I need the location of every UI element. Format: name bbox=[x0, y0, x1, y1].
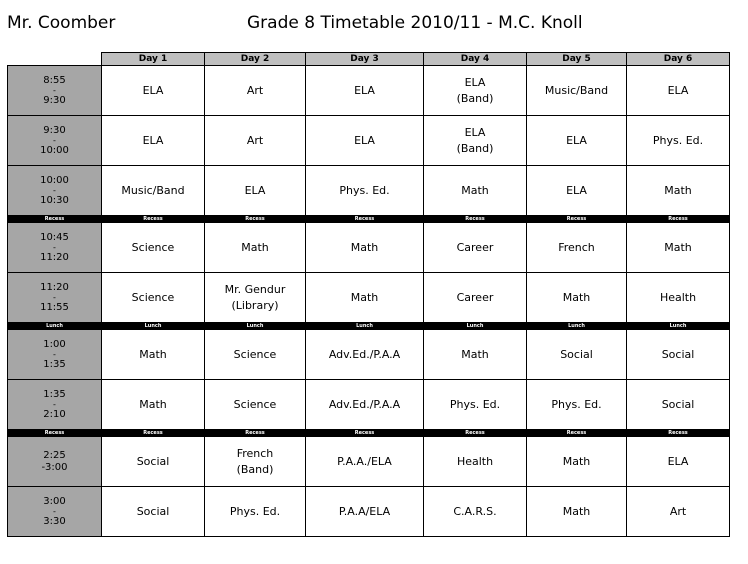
period-start: 3:00 bbox=[43, 495, 66, 507]
class-cell bbox=[627, 223, 730, 273]
class-name: Art bbox=[669, 504, 687, 518]
period-separator: - bbox=[53, 292, 56, 302]
break-label: Recess bbox=[8, 216, 102, 223]
class-name: Social bbox=[661, 347, 695, 361]
class-name: Science bbox=[131, 240, 175, 254]
class-cell bbox=[527, 66, 627, 116]
class-name: Social bbox=[560, 347, 593, 361]
period-row bbox=[8, 66, 730, 116]
break-label: Lunch bbox=[627, 323, 730, 330]
class-cell bbox=[627, 66, 730, 116]
period-time bbox=[8, 66, 102, 116]
class-cell bbox=[627, 487, 730, 537]
class-name: ELA bbox=[354, 133, 375, 147]
class-name: ELA bbox=[667, 83, 689, 97]
class-cell bbox=[306, 273, 424, 323]
period-separator: - bbox=[53, 349, 56, 359]
class-cell bbox=[306, 116, 424, 166]
timetable bbox=[7, 52, 730, 537]
break-label: Recess bbox=[205, 430, 306, 437]
class-name: Phys. Ed. bbox=[339, 183, 390, 197]
class-name: ELA bbox=[464, 125, 486, 139]
period-row bbox=[8, 380, 730, 430]
period-time bbox=[8, 223, 102, 273]
period-separator: - bbox=[53, 242, 56, 252]
class-name: Math bbox=[664, 240, 692, 254]
class-name: Science bbox=[233, 397, 277, 411]
class-name: Phys. Ed. bbox=[652, 133, 704, 147]
class-cell bbox=[527, 487, 627, 537]
break-label: Recess bbox=[102, 216, 205, 223]
break-label: Lunch bbox=[527, 323, 627, 330]
class-cell bbox=[527, 380, 627, 430]
day-header-2: Day 2 bbox=[205, 53, 306, 66]
class-name: ELA bbox=[566, 183, 587, 197]
period-time bbox=[8, 487, 102, 537]
class-name: Phys. Ed. bbox=[551, 397, 602, 411]
class-cell bbox=[205, 437, 306, 487]
class-cell bbox=[306, 66, 424, 116]
class-name: Science bbox=[131, 290, 175, 304]
period-end: 2:10 bbox=[43, 408, 66, 420]
period-start: 1:35 bbox=[43, 388, 66, 400]
class-name: C.A.R.S. bbox=[453, 504, 497, 518]
period-separator: - bbox=[53, 185, 56, 195]
period-time bbox=[8, 380, 102, 430]
period-end: -3:00 bbox=[41, 461, 68, 473]
break-label: Recess bbox=[627, 216, 730, 223]
class-name: Phys. Ed. bbox=[449, 397, 501, 411]
class-name: Math bbox=[461, 183, 489, 197]
header-corner bbox=[8, 53, 102, 66]
period-end: 11:20 bbox=[40, 251, 69, 263]
class-cell bbox=[306, 330, 424, 380]
class-cell bbox=[205, 330, 306, 380]
break-label: Lunch bbox=[205, 323, 306, 330]
timetable-body bbox=[8, 53, 730, 537]
break-label: Recess bbox=[102, 430, 205, 437]
class-name: Social bbox=[136, 504, 170, 518]
period-start: 9:30 bbox=[43, 124, 66, 136]
class-cell bbox=[424, 66, 527, 116]
class-cell bbox=[424, 330, 527, 380]
period-end: 1:35 bbox=[43, 358, 66, 370]
class-name: Art bbox=[246, 133, 264, 147]
class-cell bbox=[306, 223, 424, 273]
period-start: 8:55 bbox=[43, 74, 66, 86]
class-cell bbox=[424, 273, 527, 323]
class-cell bbox=[527, 223, 627, 273]
class-cell bbox=[205, 66, 306, 116]
period-time bbox=[8, 166, 102, 216]
class-cell bbox=[205, 273, 306, 323]
class-name: ELA bbox=[667, 454, 689, 468]
period-row bbox=[8, 437, 730, 487]
break-row bbox=[8, 430, 730, 437]
period-separator: - bbox=[53, 399, 56, 409]
class-cell bbox=[205, 487, 306, 537]
break-label: Recess bbox=[306, 430, 424, 437]
period-separator: - bbox=[53, 506, 56, 516]
class-cell bbox=[424, 116, 527, 166]
break-label: Recess bbox=[527, 430, 627, 437]
class-cell bbox=[627, 437, 730, 487]
class-name: Math bbox=[461, 347, 489, 361]
class-name: Math bbox=[350, 240, 379, 254]
period-start: 2:25 bbox=[43, 449, 66, 461]
break-label: Lunch bbox=[424, 323, 527, 330]
class-cell bbox=[102, 487, 205, 537]
class-name: Math bbox=[139, 397, 167, 411]
class-cell bbox=[102, 223, 205, 273]
period-time bbox=[8, 116, 102, 166]
break-label: Recess bbox=[8, 430, 102, 437]
class-name: ELA bbox=[142, 133, 164, 147]
class-name: ELA bbox=[354, 83, 375, 97]
class-cell bbox=[102, 437, 205, 487]
break-row bbox=[8, 323, 730, 330]
class-cell bbox=[102, 116, 205, 166]
class-cell bbox=[527, 166, 627, 216]
class-cell bbox=[527, 273, 627, 323]
class-cell bbox=[424, 437, 527, 487]
break-label: Recess bbox=[424, 430, 527, 437]
break-label: Recess bbox=[527, 216, 627, 223]
class-name: (Library) bbox=[231, 298, 279, 312]
class-name: Music/Band bbox=[121, 183, 185, 197]
class-cell bbox=[102, 66, 205, 116]
period-end: 3:30 bbox=[43, 515, 66, 527]
break-label: Lunch bbox=[8, 323, 102, 330]
break-label: Recess bbox=[205, 216, 306, 223]
class-name: (Band) bbox=[456, 91, 494, 105]
class-name: French bbox=[558, 240, 595, 254]
class-name: Math bbox=[562, 504, 591, 518]
class-name: ELA bbox=[566, 133, 587, 147]
class-cell bbox=[424, 166, 527, 216]
class-name: Science bbox=[233, 347, 277, 361]
class-cell bbox=[424, 380, 527, 430]
class-name: Math bbox=[664, 183, 692, 197]
class-name: Social bbox=[136, 454, 170, 468]
class-cell bbox=[527, 330, 627, 380]
period-separator: - bbox=[53, 135, 56, 145]
class-name: Adv.Ed./P.A.A bbox=[328, 397, 401, 411]
period-time bbox=[8, 273, 102, 323]
class-cell bbox=[306, 166, 424, 216]
day-header-1: Day 1 bbox=[102, 53, 205, 66]
day-header-row bbox=[8, 53, 730, 66]
class-name: Adv.Ed./P.A.A bbox=[328, 347, 401, 361]
class-name: French bbox=[236, 446, 274, 460]
break-row bbox=[8, 216, 730, 223]
teacher-name: Mr. Coomber bbox=[7, 13, 116, 33]
class-cell bbox=[627, 116, 730, 166]
period-time bbox=[8, 437, 102, 487]
period-row bbox=[8, 330, 730, 380]
class-cell bbox=[527, 437, 627, 487]
break-label: Recess bbox=[424, 216, 527, 223]
class-name: Math bbox=[562, 454, 591, 468]
class-name: Mr. Gendur bbox=[224, 282, 286, 296]
period-end: 10:00 bbox=[40, 144, 69, 156]
class-cell bbox=[627, 380, 730, 430]
class-name: Math bbox=[350, 290, 379, 304]
class-name: Math bbox=[139, 347, 167, 361]
class-name: ELA bbox=[464, 75, 486, 89]
page-title: Grade 8 Timetable 2010/11 - M.C. Knoll bbox=[247, 13, 583, 33]
day-header-4: Day 4 bbox=[424, 53, 527, 66]
class-cell bbox=[102, 166, 205, 216]
period-row bbox=[8, 487, 730, 537]
class-cell bbox=[205, 166, 306, 216]
class-name: Phys. Ed. bbox=[229, 504, 281, 518]
class-cell bbox=[306, 380, 424, 430]
period-end: 10:30 bbox=[40, 194, 69, 206]
class-name: P.A.A./ELA bbox=[337, 454, 392, 468]
period-start: 10:45 bbox=[40, 231, 69, 243]
break-label: Lunch bbox=[306, 323, 424, 330]
class-cell bbox=[102, 273, 205, 323]
class-name: Career bbox=[456, 240, 494, 254]
class-cell bbox=[205, 223, 306, 273]
class-name: Math bbox=[241, 240, 269, 254]
class-cell bbox=[306, 487, 424, 537]
class-name: Social bbox=[661, 397, 695, 411]
day-header-6: Day 6 bbox=[627, 53, 730, 66]
class-name: Math bbox=[562, 290, 591, 304]
period-separator: - bbox=[53, 85, 56, 95]
break-label: Recess bbox=[306, 216, 424, 223]
class-name: Career bbox=[456, 290, 494, 304]
class-cell bbox=[627, 330, 730, 380]
class-cell bbox=[527, 116, 627, 166]
class-cell bbox=[627, 166, 730, 216]
period-row bbox=[8, 116, 730, 166]
period-row bbox=[8, 273, 730, 323]
break-label: Lunch bbox=[102, 323, 205, 330]
class-name: Health bbox=[659, 290, 697, 304]
day-header-5: Day 5 bbox=[527, 53, 627, 66]
period-row bbox=[8, 166, 730, 216]
class-name: ELA bbox=[244, 183, 266, 197]
period-row bbox=[8, 223, 730, 273]
class-cell bbox=[102, 330, 205, 380]
day-header-3: Day 3 bbox=[306, 53, 424, 66]
class-cell bbox=[424, 487, 527, 537]
class-cell bbox=[424, 223, 527, 273]
class-cell bbox=[205, 380, 306, 430]
class-cell bbox=[306, 437, 424, 487]
period-start: 11:20 bbox=[40, 281, 69, 293]
class-cell bbox=[627, 273, 730, 323]
class-cell bbox=[102, 380, 205, 430]
class-name: Health bbox=[456, 454, 494, 468]
class-name: P.A.A/ELA bbox=[338, 504, 391, 518]
break-label: Recess bbox=[627, 430, 730, 437]
class-name: Music/Band bbox=[544, 83, 609, 97]
period-end: 9:30 bbox=[43, 94, 66, 106]
class-cell bbox=[205, 116, 306, 166]
class-name: (Band) bbox=[236, 462, 274, 476]
class-name: Art bbox=[246, 83, 264, 97]
period-start: 10:00 bbox=[40, 174, 69, 186]
period-time bbox=[8, 330, 102, 380]
period-end: 11:55 bbox=[40, 301, 69, 313]
class-name: ELA bbox=[142, 83, 164, 97]
class-name: (Band) bbox=[456, 141, 494, 155]
period-start: 1:00 bbox=[43, 338, 66, 350]
